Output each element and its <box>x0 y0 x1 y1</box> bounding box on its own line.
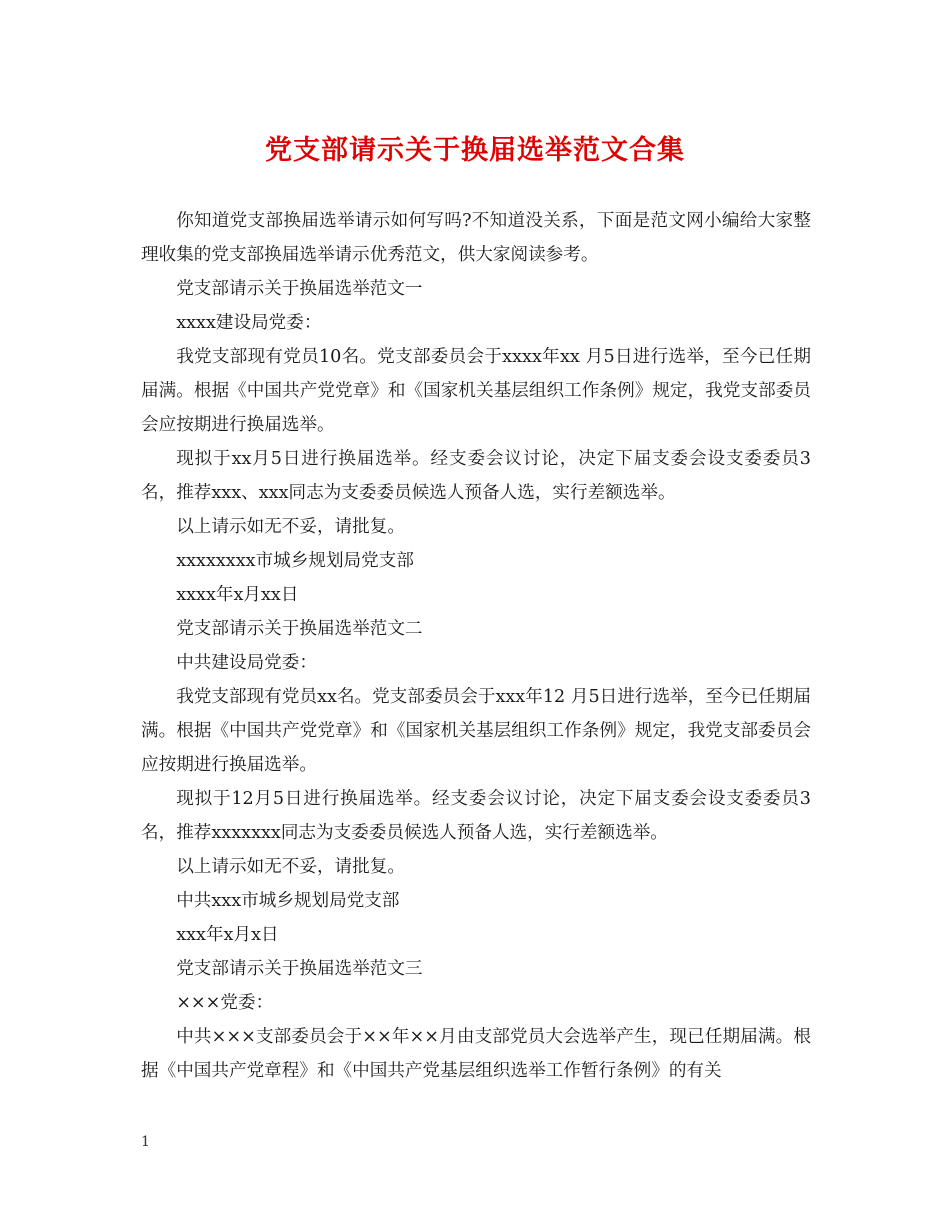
section-heading-1: 党支部请示关于换届选举范文一 <box>176 279 423 299</box>
closing-line-1: 以上请示如无不妥，请批复。 <box>176 517 405 537</box>
addressee-3: ×××党委： <box>176 993 274 1013</box>
paragraph: 我党支部现有党员10名。党支部委员会于xxxx年xx 月5日进行选举，至今已任期届满。根据《中国共产党党章》和《国家机关基层组织工作条例》规定，我党支部委员会应按期进行换届选举。 <box>141 347 811 435</box>
page-number: 1 <box>141 1134 150 1150</box>
paragraph: 现拟于xx月5日进行换届选举。经支委会议讨论，决定下届支委会设支委委员3名，推荐xxx、xxx同志为支委委员候选人预备人选，实行差额选举。 <box>141 449 811 503</box>
paragraph: 中共×××支部委员会于××年××月由支部党员大会选举产生，现已任期届满。根据《中国共产党章程》和《中国共产党基层组织选举工作暂行条例》的有关 <box>141 1027 811 1081</box>
paragraph: 现拟于12月5日进行换届选举。经支委会议讨论，决定下届支委会设支委委员3名，推荐xxxxxxx同志为支委委员候选人预备人选，实行差额选举。 <box>141 789 811 843</box>
signature-date-2: xxx年x月x日 <box>176 925 279 945</box>
paragraph-intro: 你知道党支部换届选举请示如何写吗?不知道没关系，下面是范文网小编给大家整理收集的党支部换届选举请示优秀范文，供大家阅读参考。 <box>141 211 811 265</box>
document-title: 党支部请示关于换届选举范文合集 <box>265 135 685 166</box>
addressee-1: xxxx建设局党委： <box>176 313 322 333</box>
addressee-2: 中共建设局党委： <box>176 653 317 673</box>
closing-line-2: 以上请示如无不妥，请批复。 <box>176 857 405 877</box>
signature-org-2: 中共xxx市城乡规划局党支部 <box>176 891 400 911</box>
section-heading-3: 党支部请示关于换届选举范文三 <box>176 959 423 979</box>
document-body <box>141 204 811 1088</box>
signature-org-1: xxxxxxxx市城乡规划局党支部 <box>176 551 414 571</box>
signature-date-1: xxxx年x月xx日 <box>176 585 299 605</box>
paragraph: 我党支部现有党员xx名。党支部委员会于xxx年12 月5日进行选举，至今已任期届满。根据《中国共产党党章》和《国家机关基层组织工作条例》规定，我党支部委员会应按期进行换届选举。 <box>141 687 811 775</box>
section-heading-2: 党支部请示关于换届选举范文二 <box>176 619 423 639</box>
